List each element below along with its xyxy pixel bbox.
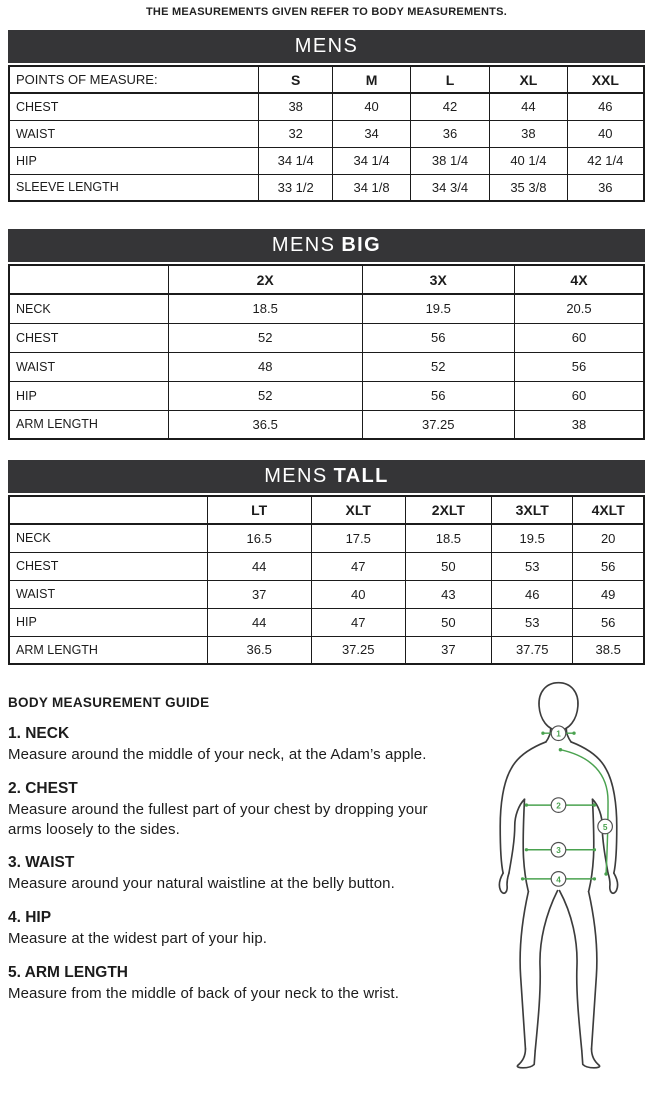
cell-value: 48 [168, 352, 362, 381]
cell-value: 52 [168, 323, 362, 352]
table-row [9, 580, 644, 608]
marker-1: 1 [556, 729, 561, 739]
cell-value: 56 [362, 381, 514, 410]
column-header: XXL [567, 66, 644, 93]
table-title-bar [8, 229, 645, 262]
cell-value: 38 [514, 410, 644, 439]
column-header: 4XLT [573, 496, 644, 524]
size-table-grid [8, 65, 645, 202]
cell-value: 37.25 [362, 410, 514, 439]
mens-tall-size-table [8, 460, 645, 665]
column-header: 4X [514, 265, 644, 294]
cell-value: 38 [490, 120, 567, 147]
row-label: WAIST [9, 580, 207, 608]
row-label: SLEEVE LENGTH [9, 174, 259, 201]
table-row [9, 323, 644, 352]
column-header: 2X [168, 265, 362, 294]
header-row [9, 496, 644, 524]
cell-value: 53 [492, 608, 573, 636]
column-header: L [410, 66, 489, 93]
column-header: 2XLT [405, 496, 491, 524]
cell-value: 20.5 [514, 294, 644, 323]
row-label: NECK [9, 524, 207, 552]
cell-value: 60 [514, 323, 644, 352]
cell-value: 47 [311, 608, 405, 636]
row-label: CHEST [9, 552, 207, 580]
cell-value: 56 [514, 352, 644, 381]
column-header: S [259, 66, 333, 93]
guide-item-text: Measure from the middle of back of your neck to the wrist. [8, 984, 399, 1002]
cell-value: 50 [405, 608, 491, 636]
guide-item-heading: 1. NECK [8, 725, 70, 742]
cell-value: 40 [333, 93, 410, 120]
points-of-measure-label [9, 265, 168, 294]
cell-value: 18.5 [168, 294, 362, 323]
cell-value: 38.5 [573, 636, 644, 664]
cell-value: 35 3/8 [490, 174, 567, 201]
body-figure [473, 673, 645, 1084]
row-label: ARM LENGTH [9, 636, 207, 664]
table-row [9, 93, 644, 120]
cell-value: 37 [405, 636, 491, 664]
cell-value: 42 [410, 93, 489, 120]
cell-value: 44 [490, 93, 567, 120]
guide-item-heading: 3. WAIST [8, 854, 75, 872]
table-row [9, 636, 644, 664]
cell-value: 34 1/8 [333, 174, 410, 201]
column-header: 3XLT [492, 496, 573, 524]
marker-2: 2 [556, 801, 561, 811]
table-row [9, 410, 644, 439]
header-row [9, 265, 644, 294]
guide-item-text: Measure around the middle of your neck, at the Adam’s apple. [8, 746, 427, 763]
guide-item-heading: 5. ARM LENGTH [8, 963, 128, 981]
cell-value: 42 1/4 [567, 147, 644, 174]
cell-value: 34 3/4 [410, 174, 489, 201]
column-header: 3X [362, 265, 514, 294]
cell-value: 34 [333, 120, 410, 147]
cell-value: 20 [573, 524, 644, 552]
cell-value: 40 [567, 120, 644, 147]
body-figure-illustration [473, 673, 643, 1079]
arm-length-measure-line [560, 750, 608, 874]
body-measurement-guide [8, 687, 645, 1084]
cell-value: 38 [259, 93, 333, 120]
cell-value: 56 [362, 323, 514, 352]
points-of-measure-label [9, 496, 207, 524]
guide-item-heading: 4. HIP [8, 909, 52, 927]
cell-value: 16.5 [207, 524, 311, 552]
table-title-accent: TALL [333, 465, 389, 487]
cell-value: 47 [311, 552, 405, 580]
table-row [9, 294, 644, 323]
row-label: CHEST [9, 93, 259, 120]
table-title: MENS [271, 234, 336, 256]
column-header: XL [490, 66, 567, 93]
table-row [9, 352, 644, 381]
table-row [9, 147, 644, 174]
column-header: LT [207, 496, 311, 524]
cell-value: 60 [514, 381, 644, 410]
cell-value: 52 [168, 381, 362, 410]
cell-value: 40 1/4 [490, 147, 567, 174]
row-label: ARM LENGTH [9, 410, 168, 439]
table-row [9, 608, 644, 636]
guide-item-text: Measure around the fullest part of your chest by dropping your arms loosely to the sides. [8, 800, 428, 838]
row-label: NECK [9, 294, 168, 323]
row-label: HIP [9, 381, 168, 410]
cell-value: 38 1/4 [410, 147, 489, 174]
cell-value: 52 [362, 352, 514, 381]
cell-value: 19.5 [492, 524, 573, 552]
table-title-accent: BIG [341, 234, 382, 256]
size-table-grid [8, 264, 645, 440]
guide-text-column [8, 687, 463, 1004]
marker-5: 5 [602, 822, 608, 832]
guide-item-text: Measure at the widest part of your hip. [8, 930, 268, 948]
cell-value: 36.5 [207, 636, 311, 664]
guide-item-heading: 2. CHEST [8, 779, 78, 797]
cell-value: 44 [207, 608, 311, 636]
cell-value: 36 [410, 120, 489, 147]
header-row [9, 66, 644, 93]
cell-value: 19.5 [362, 294, 514, 323]
column-header: XLT [311, 496, 405, 524]
cell-value: 53 [492, 552, 573, 580]
cell-value: 18.5 [405, 524, 491, 552]
guide-items [8, 725, 463, 1004]
cell-value: 46 [492, 580, 573, 608]
measurement-note: THE MEASUREMENTS GIVEN REFER TO BODY MEASUREMENTS. [145, 6, 508, 18]
cell-value: 50 [405, 552, 491, 580]
cell-value: 17.5 [311, 524, 405, 552]
cell-value: 46 [567, 93, 644, 120]
cell-value: 37.25 [311, 636, 405, 664]
cell-value: 33 1/2 [259, 174, 333, 201]
cell-value: 34 1/4 [333, 147, 410, 174]
row-label: HIP [9, 147, 259, 174]
table-row [9, 524, 644, 552]
guide-item-text: Measure around your natural waistline at the belly button. [8, 875, 395, 893]
cell-value: 37.75 [492, 636, 573, 664]
cell-value: 40 [311, 580, 405, 608]
size-table-grid [8, 495, 645, 665]
marker-3: 3 [556, 846, 561, 856]
cell-value: 32 [259, 120, 333, 147]
row-label: HIP [9, 608, 207, 636]
table-title: MENS [294, 35, 359, 57]
mens-size-table [8, 30, 645, 202]
table-row [9, 381, 644, 410]
table-row [9, 120, 644, 147]
row-label: WAIST [9, 352, 168, 381]
guide-title: BODY MEASUREMENT GUIDE [8, 695, 210, 710]
mens-big-size-table [8, 229, 645, 440]
cell-value: 36.5 [168, 410, 362, 439]
table-row [9, 552, 644, 580]
table-row [9, 174, 644, 201]
marker-4: 4 [556, 875, 561, 885]
cell-value: 49 [573, 580, 644, 608]
cell-value: 44 [207, 552, 311, 580]
cell-value: 43 [405, 580, 491, 608]
cell-value: 37 [207, 580, 311, 608]
cell-value: 56 [573, 552, 644, 580]
cell-value: 36 [567, 174, 644, 201]
column-header: M [333, 66, 410, 93]
table-title-bar [8, 30, 645, 63]
table-title: MENS [264, 465, 328, 487]
cell-value: 34 1/4 [259, 147, 333, 174]
points-of-measure-label: POINTS OF MEASURE: [9, 66, 259, 93]
row-label: WAIST [9, 120, 259, 147]
table-title-bar [8, 460, 645, 493]
cell-value: 56 [573, 608, 644, 636]
row-label: CHEST [9, 323, 168, 352]
